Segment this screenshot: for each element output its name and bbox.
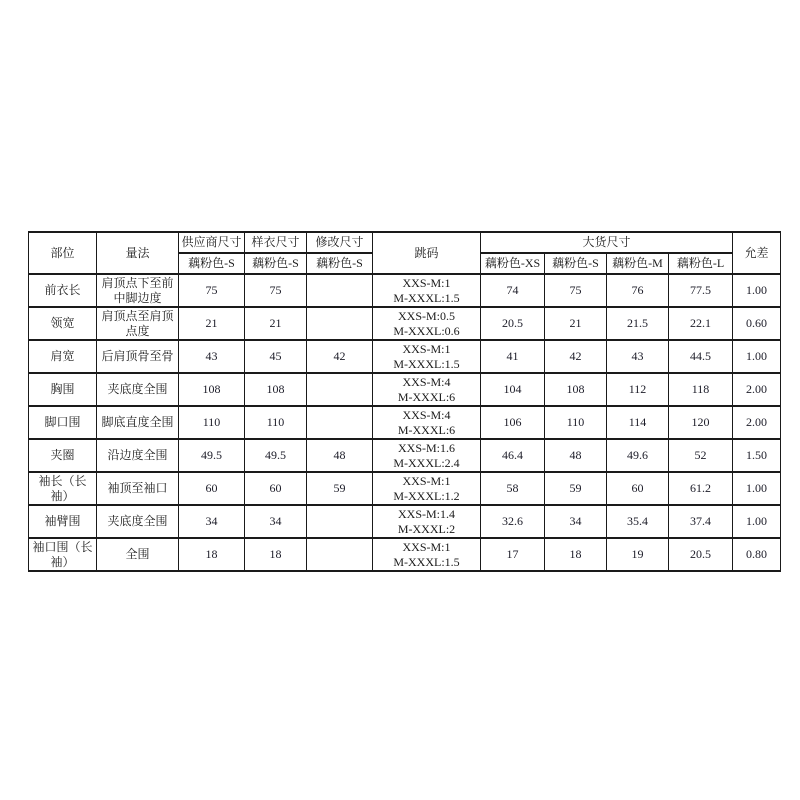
part-cell: 领宽 xyxy=(29,307,97,340)
bulk-s-cell: 59 xyxy=(545,472,607,505)
header-grading: 跳码 xyxy=(373,232,481,274)
tolerance-cell: 1.50 xyxy=(733,439,781,472)
part-cell: 前衣长 xyxy=(29,274,97,307)
grading-cell xyxy=(373,505,481,538)
tolerance-cell: 2.00 xyxy=(733,406,781,439)
bulk-m-cell: 19 xyxy=(607,538,669,571)
bulk-m-cell: 49.6 xyxy=(607,439,669,472)
bulk-s-cell: 108 xyxy=(545,373,607,406)
grading-line-1: XXS-M:1.6 xyxy=(397,441,455,456)
bulk-xs-cell: 46.4 xyxy=(481,439,545,472)
header-bulk-color-m: 藕粉色-M xyxy=(607,253,669,274)
method-cell: 全围 xyxy=(97,538,179,571)
grading-cell xyxy=(373,472,481,505)
bulk-l-cell: 61.2 xyxy=(669,472,733,505)
method-cell: 夹底度全围 xyxy=(97,505,179,538)
bulk-l-cell: 22.1 xyxy=(669,307,733,340)
header-row-1 xyxy=(29,232,781,253)
supplier-size-cell: 18 xyxy=(179,538,245,571)
bulk-l-cell: 37.4 xyxy=(669,505,733,538)
method-cell: 袖顶至袖口 xyxy=(97,472,179,505)
table-row xyxy=(29,340,781,373)
method-cell: 后肩顶骨至骨 xyxy=(97,340,179,373)
grading-line-2: M-XXXL:1.5 xyxy=(393,356,460,371)
modified-size-cell: 59 xyxy=(307,472,373,505)
grading-line-1: XXS-M:1 xyxy=(402,540,451,555)
supplier-size-cell: 60 xyxy=(179,472,245,505)
grading-cell xyxy=(373,538,481,571)
tolerance-cell: 1.00 xyxy=(733,274,781,307)
table-row xyxy=(29,307,781,340)
bulk-l-cell: 120 xyxy=(669,406,733,439)
sample-size-cell: 45 xyxy=(245,340,307,373)
method-cell: 沿边度全围 xyxy=(97,439,179,472)
header-bulk-color-s: 藕粉色-S xyxy=(545,253,607,274)
header-bulk-color-l: 藕粉色-L xyxy=(669,253,733,274)
bulk-m-cell: 21.5 xyxy=(607,307,669,340)
supplier-size-cell: 43 xyxy=(179,340,245,373)
sample-size-cell: 110 xyxy=(245,406,307,439)
bulk-s-cell: 18 xyxy=(545,538,607,571)
grading-cell xyxy=(373,406,481,439)
bulk-xs-cell: 58 xyxy=(481,472,545,505)
bulk-l-cell: 77.5 xyxy=(669,274,733,307)
modified-size-cell: 42 xyxy=(307,340,373,373)
grading-line-1: XXS-M:1 xyxy=(402,342,451,357)
grading-line-1: XXS-M:4 xyxy=(402,375,451,390)
grading-line-2: M-XXXL:1.2 xyxy=(393,488,460,503)
part-cell: 胸围 xyxy=(29,373,97,406)
supplier-size-cell: 108 xyxy=(179,373,245,406)
bulk-s-cell: 48 xyxy=(545,439,607,472)
sample-size-cell: 49.5 xyxy=(245,439,307,472)
tolerance-cell: 2.00 xyxy=(733,373,781,406)
grading-line-1: XXS-M:0.5 xyxy=(397,309,455,324)
bulk-l-cell: 118 xyxy=(669,373,733,406)
header-sample-size: 样衣尺寸 xyxy=(245,232,307,253)
method-cell: 脚底直度全围 xyxy=(97,406,179,439)
bulk-xs-cell: 106 xyxy=(481,406,545,439)
bulk-m-cell: 60 xyxy=(607,472,669,505)
supplier-size-cell: 49.5 xyxy=(179,439,245,472)
sample-size-cell: 21 xyxy=(245,307,307,340)
part-cell: 脚口围 xyxy=(29,406,97,439)
tolerance-cell: 0.60 xyxy=(733,307,781,340)
bulk-s-cell: 42 xyxy=(545,340,607,373)
measurement-spec-table xyxy=(28,231,781,572)
bulk-xs-cell: 17 xyxy=(481,538,545,571)
table-row xyxy=(29,439,781,472)
bulk-xs-cell: 104 xyxy=(481,373,545,406)
header-bulk-color-xs: 藕粉色-XS xyxy=(481,253,545,274)
grading-line-2: M-XXXL:6 xyxy=(397,389,456,404)
grading-cell xyxy=(373,307,481,340)
grading-line-2: M-XXXL:0.6 xyxy=(393,323,460,338)
supplier-size-cell: 75 xyxy=(179,274,245,307)
modified-size-cell xyxy=(307,406,373,439)
part-cell: 袖臂围 xyxy=(29,505,97,538)
bulk-m-cell: 114 xyxy=(607,406,669,439)
grading-line-1: XXS-M:1.4 xyxy=(397,507,455,522)
header-sample-color: 藕粉色-S xyxy=(245,253,307,274)
table-row xyxy=(29,505,781,538)
header-part: 部位 xyxy=(29,232,97,274)
tolerance-cell: 1.00 xyxy=(733,472,781,505)
tolerance-cell: 1.00 xyxy=(733,505,781,538)
supplier-size-cell: 21 xyxy=(179,307,245,340)
grading-cell xyxy=(373,439,481,472)
bulk-m-cell: 43 xyxy=(607,340,669,373)
tolerance-cell: 1.00 xyxy=(733,340,781,373)
table-header xyxy=(29,232,781,274)
part-cell: 袖长（长袖） xyxy=(29,472,97,505)
header-tolerance: 允差 xyxy=(733,232,781,274)
grading-line-2: M-XXXL:6 xyxy=(397,422,456,437)
bulk-s-cell: 21 xyxy=(545,307,607,340)
grading-cell xyxy=(373,373,481,406)
modified-size-cell xyxy=(307,505,373,538)
bulk-l-cell: 20.5 xyxy=(669,538,733,571)
bulk-m-cell: 35.4 xyxy=(607,505,669,538)
sample-size-cell: 108 xyxy=(245,373,307,406)
header-modified-size: 修改尺寸 xyxy=(307,232,373,253)
modified-size-cell xyxy=(307,274,373,307)
bulk-s-cell: 75 xyxy=(545,274,607,307)
table-row xyxy=(29,373,781,406)
part-cell: 夹圈 xyxy=(29,439,97,472)
supplier-size-cell: 110 xyxy=(179,406,245,439)
grading-line-2: M-XXXL:1.5 xyxy=(393,554,460,569)
grading-line-2: M-XXXL:2.4 xyxy=(393,455,460,470)
bulk-l-cell: 44.5 xyxy=(669,340,733,373)
table-row xyxy=(29,274,781,307)
table-row xyxy=(29,406,781,439)
sample-size-cell: 60 xyxy=(245,472,307,505)
part-cell: 袖口围（长袖） xyxy=(29,538,97,571)
sample-size-cell: 75 xyxy=(245,274,307,307)
grading-line-1: XXS-M:4 xyxy=(402,408,451,423)
grading-line-2: M-XXXL:2 xyxy=(397,521,456,536)
header-modified-color: 藕粉色-S xyxy=(307,253,373,274)
bulk-m-cell: 112 xyxy=(607,373,669,406)
header-bulk-size: 大货尺寸 xyxy=(481,232,733,253)
part-cell: 肩宽 xyxy=(29,340,97,373)
grading-line-1: XXS-M:1 xyxy=(402,474,451,489)
bulk-l-cell: 52 xyxy=(669,439,733,472)
bulk-s-cell: 34 xyxy=(545,505,607,538)
method-cell: 肩顶点下至前中脚边度 xyxy=(97,274,179,307)
modified-size-cell xyxy=(307,538,373,571)
bulk-s-cell: 110 xyxy=(545,406,607,439)
tolerance-cell: 0.80 xyxy=(733,538,781,571)
header-supplier-size: 供应商尺寸 xyxy=(179,232,245,253)
bulk-xs-cell: 41 xyxy=(481,340,545,373)
sample-size-cell: 18 xyxy=(245,538,307,571)
grading-line-1: XXS-M:1 xyxy=(402,276,451,291)
table-body xyxy=(29,274,781,571)
method-cell: 夹底度全围 xyxy=(97,373,179,406)
bulk-xs-cell: 20.5 xyxy=(481,307,545,340)
modified-size-cell: 48 xyxy=(307,439,373,472)
grading-line-2: M-XXXL:1.5 xyxy=(393,290,460,305)
supplier-size-cell: 34 xyxy=(179,505,245,538)
header-supplier-color: 藕粉色-S xyxy=(179,253,245,274)
modified-size-cell xyxy=(307,307,373,340)
method-cell: 肩顶点至肩顶点度 xyxy=(97,307,179,340)
grading-cell xyxy=(373,340,481,373)
grading-cell xyxy=(373,274,481,307)
sample-size-cell: 34 xyxy=(245,505,307,538)
bulk-xs-cell: 74 xyxy=(481,274,545,307)
header-method: 量法 xyxy=(97,232,179,274)
table-row xyxy=(29,538,781,571)
modified-size-cell xyxy=(307,373,373,406)
bulk-xs-cell: 32.6 xyxy=(481,505,545,538)
table-row xyxy=(29,472,781,505)
bulk-m-cell: 76 xyxy=(607,274,669,307)
